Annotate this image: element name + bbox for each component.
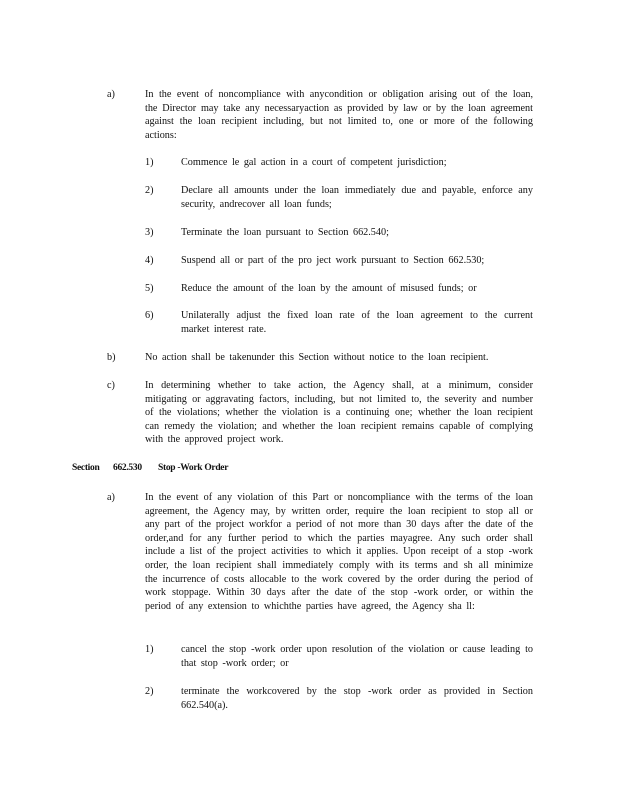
item-4-number: 4) xyxy=(145,255,154,266)
item-5-number: 5) xyxy=(145,283,154,294)
paragraph-b-label: b) xyxy=(107,352,116,363)
section-number: 662.530 xyxy=(113,463,142,473)
item-4-text: Suspend all or part of the pro ject work pursuant to Section 662.530; xyxy=(181,255,485,266)
paragraph-a-label: a) xyxy=(107,89,115,100)
section-word: Section xyxy=(72,463,100,473)
item-6-number: 6) xyxy=(145,310,154,321)
item-2-text: Declare all amounts under the loan immediately due and payable, enforce any security, andrecover all loan funds; xyxy=(181,185,533,210)
item-1-text: Commence le gal action in a court of competent jurisdiction; xyxy=(181,157,447,168)
paragraph-b-text: No action shall be takenunder this Section without notice to the loan recipient. xyxy=(145,352,489,363)
item-6-text: Unilaterally adjust the fixed loan rate of the loan agreement to the current market interest rate. xyxy=(181,310,533,335)
item-2-number: 2) xyxy=(145,185,154,196)
item-3-text: Terminate the loan pursuant to Section 662.540; xyxy=(181,227,389,238)
stop-work-item-2-text: terminate the workcovered by the stop -work order as provided in Section 662.540(a). xyxy=(181,686,533,711)
section-title: Stop -Work Order xyxy=(158,463,229,473)
item-3-number: 3) xyxy=(145,227,154,238)
stop-work-item-1-number: 1) xyxy=(145,644,154,655)
section-662-530-paragraph-a-text: In the event of any violation of this Part or noncompliance with the terms of the loan agreement, the Agency may, by written order, require the loan recipient to stop all or any part of the project workfor a period of not more than 30 days after the date of the order,and for any further period to which the parties mayagree. Any such order shall include a list of the project activities to which it applies. Upon receipt of a stop -work order, the loan recipient shall immediately comply with its terms and sh all minimize the incurrence of costs allocable to the work covered by the order during the period of work stoppage. Within 30 days after the date of the stop -work order, or within the period of any extension to whichthe parties have agreed, the Agency sha ll: xyxy=(145,492,533,612)
paragraph-a-text: In the event of noncompliance with anycondition or obligation arising out of the loan, the Director may take any necessaryaction as provided by law or by the loan agreement against the loan recipient including, but not limited to, one or more of the following actions: xyxy=(145,89,533,141)
item-5-text: Reduce the amount of the loan by the amount of misused funds; or xyxy=(181,283,477,294)
paragraph-c-text: In determining whether to take action, the Agency shall, at a minimum, consider mitigating or aggravating factors, including, but not limited to, the severity and number of the violations; whether the violation is a continuing one; whether the loan recipient can remedy the violation; and whether the loan recipient remains capable of complying with the approved project work. xyxy=(145,380,533,446)
paragraph-c-label: c) xyxy=(107,380,115,391)
section-662-530-paragraph-a-label: a) xyxy=(107,492,115,503)
item-1-number: 1) xyxy=(145,157,154,168)
stop-work-item-1-text: cancel the stop -work order upon resolution of the violation or cause leading to that stop -work order; or xyxy=(181,644,533,669)
stop-work-item-2-number: 2) xyxy=(145,686,154,697)
